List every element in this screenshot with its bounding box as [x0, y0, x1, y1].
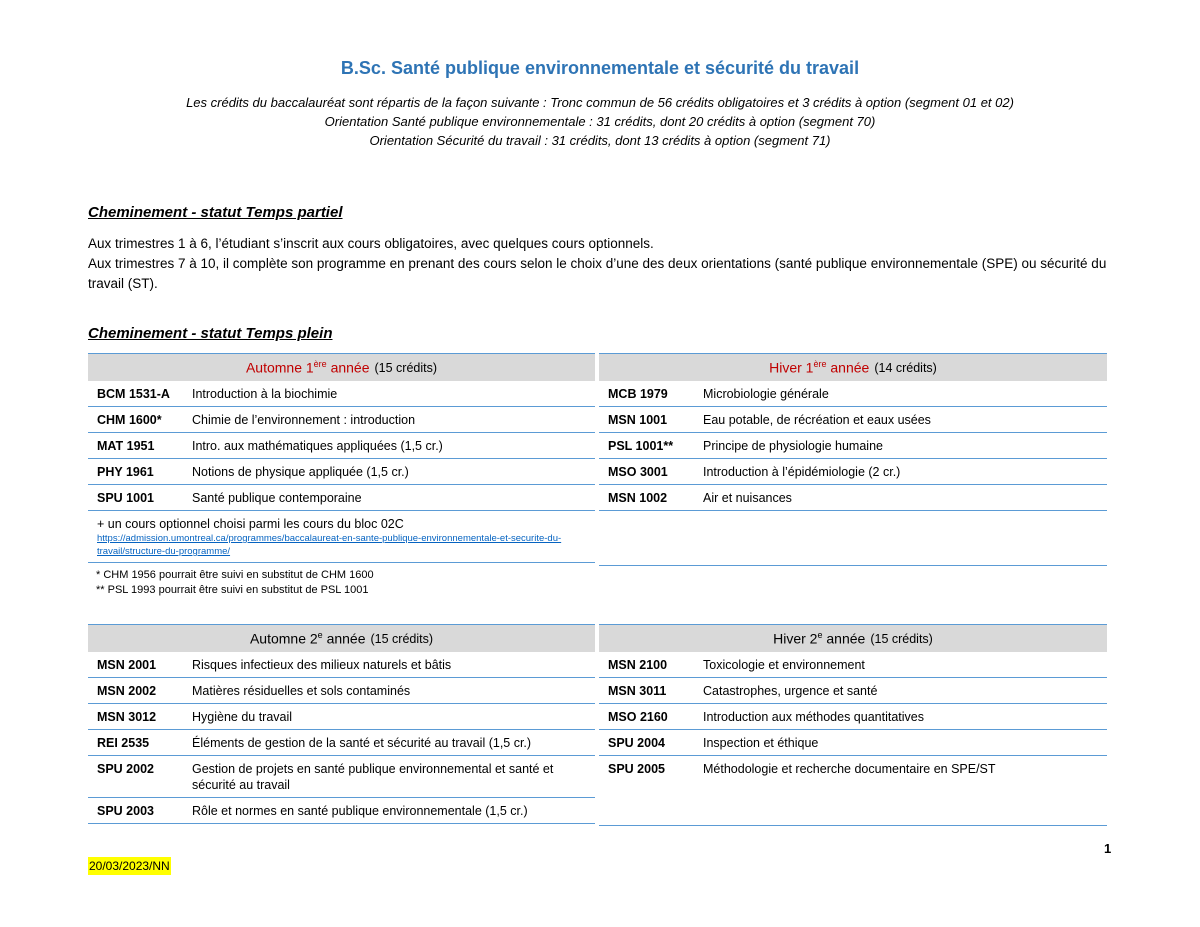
course-code: BCM 1531-A [97, 387, 170, 401]
course-name: Air et nuisances [703, 491, 792, 505]
course-code: MSN 2001 [97, 658, 157, 672]
course-row [88, 458, 595, 484]
term-label: Hiver 1ère année [769, 359, 870, 376]
course-name: Intro. aux mathématiques appliquées (1,5 cr.) [192, 439, 443, 453]
course-row [599, 677, 1107, 703]
course-name: Notions de physique appliquée (1,5 cr.) [192, 465, 409, 479]
term-label: Automne 1ère année [245, 359, 370, 376]
credits-label: (15 crédits) [374, 360, 438, 375]
course-code: MSO 3001 [608, 465, 668, 479]
page-title: B.Sc. Santé publique environnementale et sécurité du travail [340, 58, 860, 78]
intro-line: Les crédits du baccalauréat sont répartis de la façon suivante : Tronc commun de 56 crédits obligatoires et 3 crédits à option (segment 01 et 02) [186, 95, 1014, 110]
course-name: Santé publique contemporaine [192, 491, 362, 505]
course-code: MSN 2100 [608, 658, 668, 672]
table-autumn-year1 [88, 353, 595, 563]
intro-credits [0, 93, 1200, 150]
course-name: Matières résiduelles et sols contaminés [192, 684, 411, 698]
course-row [599, 729, 1107, 755]
course-name: Rôle et normes en santé publique environnementale (1,5 cr.) [192, 804, 528, 818]
partial-line: Aux trimestres 1 à 6, l’étudiant s’inscrit aux cours obligatoires, avec quelques cours optionnels. [88, 236, 654, 251]
table-header [88, 353, 595, 381]
course-code: PSL 1001** [608, 439, 674, 453]
credits-label: (15 crédits) [870, 631, 933, 646]
footnote: ** PSL 1993 pourrait être suivi en substitut de PSL 1001 [96, 584, 369, 596]
course-code: MSN 3011 [608, 684, 667, 698]
course-name: Gestion de projets en santé publique environnemental et santé et sécurité au travail [192, 762, 554, 792]
course-code: SPU 1001 [97, 491, 154, 505]
course-name: Méthodologie et recherche documentaire en SPE/ST [703, 762, 996, 776]
term-label: Hiver 2e année [773, 630, 866, 647]
course-code: CHM 1600* [97, 413, 162, 427]
footnotes [96, 568, 374, 598]
course-code: REI 2535 [97, 736, 150, 750]
course-row [599, 458, 1107, 484]
course-code: SPU 2002 [97, 762, 154, 776]
partial-time-heading: Cheminement - statut Temps partiel [88, 204, 343, 221]
intro-line: Orientation Sécurité du travail : 31 crédits, dont 13 crédits à option (segment 71) [369, 133, 831, 148]
course-row [599, 755, 1107, 781]
course-name: Risques infectieux des milieux naturels et bâtis [192, 658, 452, 672]
course-code: MSN 1002 [608, 491, 668, 505]
course-code: PHY 1961 [97, 465, 154, 479]
course-code: SPU 2003 [97, 804, 154, 818]
table-header [88, 624, 595, 652]
table-autumn-year2 [88, 624, 595, 824]
course-code: MSN 3012 [97, 710, 157, 724]
course-code: MSO 2160 [608, 710, 668, 724]
optional-course-text: + un cours optionnel choisi parmi les cours du bloc 02C [97, 517, 404, 531]
course-row [88, 703, 595, 729]
course-row [599, 484, 1107, 511]
course-name: Toxicologie et environnement [703, 658, 865, 672]
course-row [88, 755, 595, 797]
course-code: MSN 2002 [97, 684, 157, 698]
course-name: Microbiologie générale [703, 387, 829, 401]
course-code: MSN 1001 [608, 413, 668, 427]
partial-line: Aux trimestres 7 à 10, il complète son programme en prenant des cours selon le choix d’une des deux orientations (santé publique environnementale (SPE) ou sécurité du travail (ST). [88, 256, 1107, 291]
course-row [599, 381, 1107, 406]
course-row [599, 432, 1107, 458]
course-code: MCB 1979 [608, 387, 668, 401]
course-name: Hygiène du travail [192, 710, 293, 724]
table-header [599, 353, 1107, 381]
course-row [88, 381, 595, 406]
course-code: MAT 1951 [97, 439, 155, 453]
course-row [599, 703, 1107, 729]
course-name: Inspection et éthique [703, 736, 819, 750]
course-name: Eau potable, de récréation et eaux usées [703, 413, 931, 427]
course-row [599, 652, 1107, 677]
page-number: 1 [1104, 841, 1112, 856]
course-row [88, 406, 595, 432]
partial-time-description [88, 234, 1118, 294]
table-winter-year2 [599, 624, 1107, 826]
date-stamp: 20/03/2023/NN [89, 859, 170, 873]
course-row [88, 432, 595, 458]
intro-line: Orientation Santé publique environnementale : 31 crédits, dont 20 crédits à option (segment 70) [324, 114, 876, 129]
course-row [88, 652, 595, 677]
course-name: Éléments de gestion de la santé et sécurité au travail (1,5 cr.) [192, 736, 532, 750]
optional-course-row [88, 510, 595, 562]
course-row [599, 406, 1107, 432]
table-winter-year1 [599, 353, 1107, 566]
table-header [599, 624, 1107, 652]
course-row [88, 484, 595, 510]
course-code: SPU 2005 [608, 762, 665, 776]
course-name: Introduction aux méthodes quantitatives [703, 710, 924, 724]
credits-label: (15 crédits) [370, 631, 434, 646]
footnote: * CHM 1956 pourrait être suivi en substitut de CHM 1600 [96, 569, 374, 581]
full-time-heading: Cheminement - statut Temps plein [88, 325, 333, 342]
course-name: Introduction à l’épidémiologie (2 cr.) [703, 465, 901, 479]
course-row [88, 729, 595, 755]
course-name: Introduction à la biochimie [192, 387, 338, 401]
course-name: Chimie de l’environnement : introduction [192, 413, 416, 427]
course-row [88, 797, 595, 823]
course-code: SPU 2004 [608, 736, 665, 750]
credits-label: (14 crédits) [874, 360, 937, 375]
program-structure-link[interactable]: https://admission.umontreal.ca/programmes/baccalaureat-en-sante-publique-environnementale-et-securite-du-travail/structure-du-programme/ [97, 533, 562, 557]
course-name: Catastrophes, urgence et santé [703, 684, 878, 698]
term-label: Automne 2e année [249, 630, 366, 647]
course-name: Principe de physiologie humaine [703, 439, 883, 453]
course-row [88, 677, 595, 703]
